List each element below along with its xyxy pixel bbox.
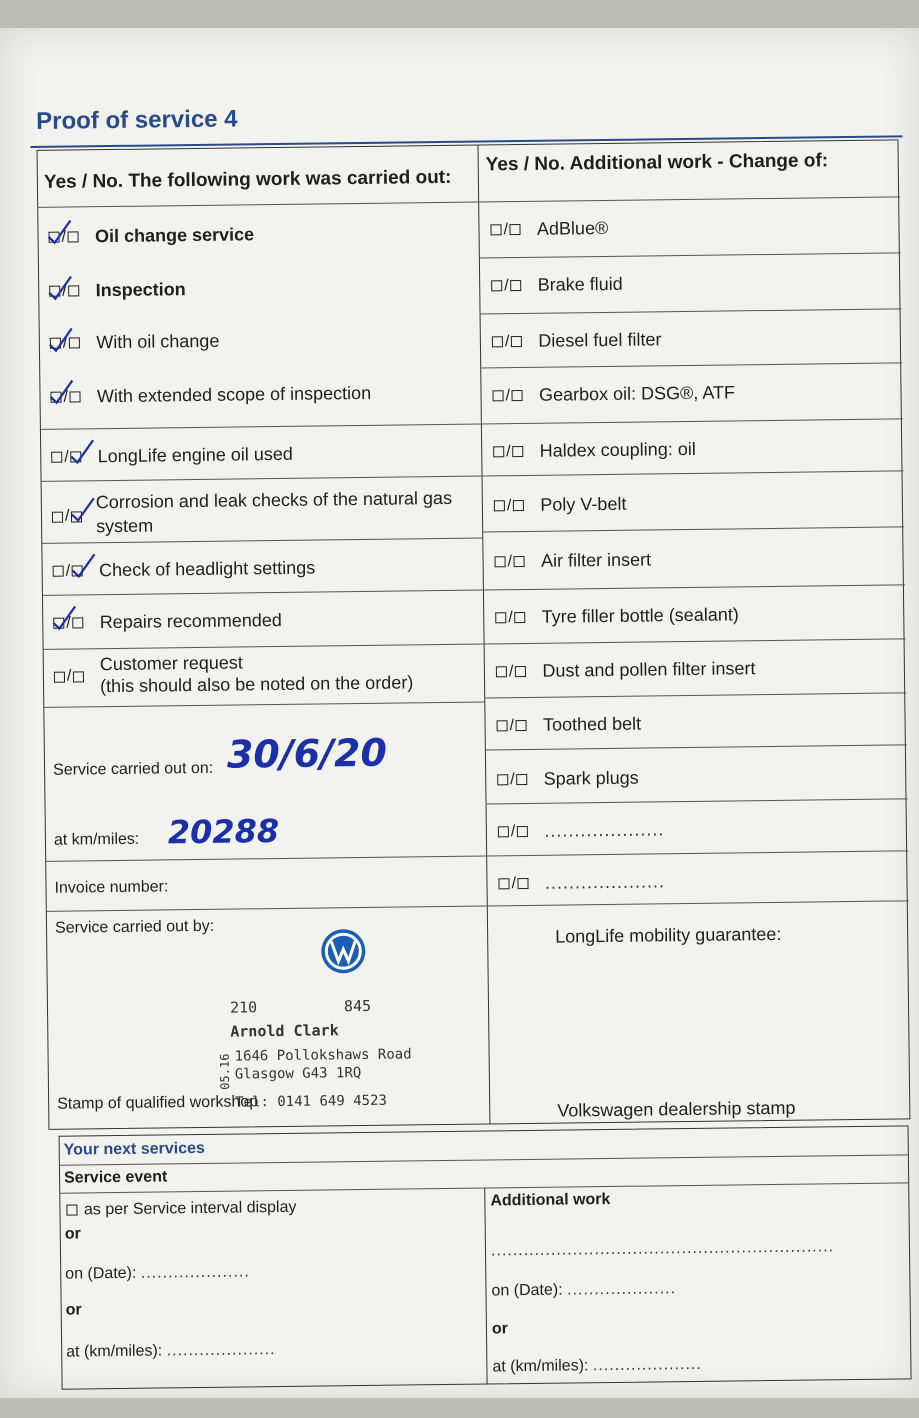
item-label: Oil change service [94,224,255,247]
checkmark-icon [47,274,73,302]
row-divider [42,476,482,482]
list-item [492,549,651,571]
yes-no-checkboxes[interactable]: / [490,385,525,405]
dealer-stamp-label: Volkswagen dealership stamp [557,1097,796,1121]
blank-line: .................... [566,1280,677,1299]
row-divider [480,362,902,368]
additional-work-line[interactable] [491,1237,834,1261]
item-label: Customer request [99,652,243,675]
workshop-stamp-label: Stamp of qualified workshop [57,1093,259,1113]
checkmark-icon [69,438,95,466]
list-item [494,658,756,682]
proof-of-service-table [37,139,911,1129]
list-item [48,383,371,407]
or-label: or [65,1301,82,1319]
yes-no-checkboxes[interactable]: / [488,219,523,239]
on-date-label: on (Date): [491,1281,563,1300]
item-label: Brake fluid [537,273,623,295]
at-km-label: at (km/miles): [66,1342,163,1361]
row-divider [47,905,487,911]
row-divider [42,538,482,544]
item-label: Air filter insert [540,549,652,571]
vw-logo-icon [319,927,368,976]
service-event-header: Service event [63,1168,168,1187]
mobility-guarantee-label: LongLife mobility guarantee: [555,923,782,947]
row-divider [41,424,481,430]
row-divider [483,584,905,590]
checkmark-icon [70,496,96,524]
list-item [490,382,735,405]
row-divider [485,744,907,750]
yes-no-checkboxes[interactable]: / [48,333,83,353]
yes-no-checkboxes[interactable]: / [492,495,527,515]
yes-no-checkboxes[interactable]: / [49,447,84,467]
checkbox[interactable] [66,1205,77,1216]
row-divider [44,643,484,649]
on-date-label: on (Date): [65,1264,137,1283]
km-label: at km/miles: [53,830,140,849]
additional-date-field[interactable] [491,1279,676,1301]
row-divider [481,418,903,424]
additional-km-field[interactable] [492,1355,702,1378]
page-title: Proof of service 4 [35,105,238,135]
at-km-label: at (km/miles): [492,1357,589,1376]
service-by-label: Service carried out by: [54,917,215,937]
next-services-table [59,1125,912,1389]
yes-no-checkboxes[interactable]: / [52,666,87,686]
list-item [489,274,623,296]
row-divider [486,850,908,856]
stamp-side-code: 05.16 [217,1053,233,1090]
yes-no-checkboxes[interactable]: / [493,607,528,627]
list-item [51,610,282,633]
next-services-title: Your next services [63,1139,205,1159]
blank-line: .................... [592,1355,702,1375]
interval-option[interactable] [64,1198,296,1221]
item-label: Repairs recommended [99,609,282,633]
list-item [495,768,639,790]
row-divider [478,196,900,202]
yes-no-checkboxes[interactable]: / [48,387,83,407]
stamp-phone: Tel: 0141 649 4523 [235,1092,387,1111]
paper-page [0,28,919,1398]
checkmark-icon [70,552,96,580]
checkmark-icon [46,218,72,246]
yes-no-checkboxes[interactable]: / [491,441,526,461]
list-item [492,494,627,516]
list-item [494,714,641,736]
additional-work-header: Additional work [490,1190,611,1210]
yes-no-checkboxes[interactable]: / [490,331,525,351]
column-divider [484,1188,487,1384]
list-item [496,819,665,842]
row-divider [482,526,904,532]
item-label: Spark plugs [543,767,639,789]
list-item [496,871,665,894]
yes-no-checkboxes[interactable]: / [494,661,529,681]
list-item [493,604,739,627]
yes-no-checkboxes[interactable]: / [46,227,81,247]
blank-line: .................... [166,1341,276,1360]
yes-no-checkboxes[interactable]: / [47,281,82,301]
row-divider [487,900,909,906]
right-column-header: Yes / No. Additional work - Change of: [485,150,829,176]
yes-no-checkboxes[interactable]: / [50,506,85,526]
next-date-field[interactable] [65,1262,250,1284]
yes-no-checkboxes[interactable]: / [495,769,530,789]
item-label: LongLife engine oil used [97,443,293,467]
yes-no-checkboxes[interactable]: / [496,821,531,841]
row-divider [486,798,908,804]
row-divider [482,470,904,476]
invoice-label: Invoice number: [54,878,169,897]
item-label: With oil change [96,330,220,353]
item-label-continued: system [95,515,154,537]
item-label: With extended scope of inspection [96,382,372,407]
yes-no-checkboxes[interactable]: / [492,551,527,571]
item-label: Haldex coupling: oil [539,438,696,461]
checkmark-icon [51,604,77,632]
item-label: Poly V-belt [540,493,627,515]
item-label: Diesel fuel filter [538,329,662,351]
blank-line[interactable]: .................... [544,871,666,893]
item-label: Tyre filler bottle (sealant) [541,604,739,627]
left-column-header: Yes / No. The following work was carried out: [43,166,452,193]
row-divider [484,638,906,644]
item-label: Corrosion and leak checks of the natural gas [95,487,453,513]
item-label: Dust and pollen filter insert [542,658,756,681]
item-label: Inspection [95,279,186,301]
blank-line: .................... [140,1263,250,1282]
list-item [488,218,608,240]
next-km-field[interactable] [66,1340,276,1363]
item-label: Gearbox oil: DSG®, ATF [538,382,736,405]
service-form-sheet [30,97,919,1418]
service-date-value[interactable]: 30/6/20 [226,730,388,777]
item-label: Check of headlight settings [98,557,316,581]
yes-no-checkboxes[interactable]: / [51,561,86,581]
stamp-dealer-name: Arnold Clark [230,1021,339,1041]
checkmark-icon [48,326,74,354]
service-date-label: Service carried out on: [52,759,214,779]
row-divider [44,701,484,707]
yes-no-checkboxes[interactable]: / [489,275,524,295]
row-divider [480,308,902,314]
row-divider [38,202,478,208]
blank-line: ............................................................... [490,1238,835,1260]
row-divider [479,252,901,258]
yes-no-checkboxes[interactable]: / [494,715,529,735]
item-label-continued: (this should also be noted on the order) [99,672,414,697]
yes-no-checkboxes[interactable]: / [51,613,86,633]
interval-label: as per Service interval display [83,1198,297,1219]
row-divider [484,692,906,698]
list-item [46,224,254,247]
list-item [490,329,662,352]
stamp-code-b: 845 [343,996,372,1016]
checkmark-icon [48,378,74,406]
km-value[interactable]: 20288 [167,812,280,852]
stamp-code-a: 210 [229,998,258,1017]
yes-no-checkboxes[interactable]: / [496,873,531,893]
row-divider [43,590,483,596]
blank-line[interactable]: .................... [544,819,665,841]
item-label: Toothed belt [542,713,642,735]
list-item [491,439,696,462]
or-label: or [491,1320,509,1338]
row-divider [46,855,486,861]
stamp-address-line1: 1646 Pollokshaws Road [234,1046,412,1065]
stamp-address-line2: Glasgow G43 1RQ [234,1065,362,1083]
item-label: AdBlue® [536,217,609,239]
or-label: or [64,1225,81,1243]
